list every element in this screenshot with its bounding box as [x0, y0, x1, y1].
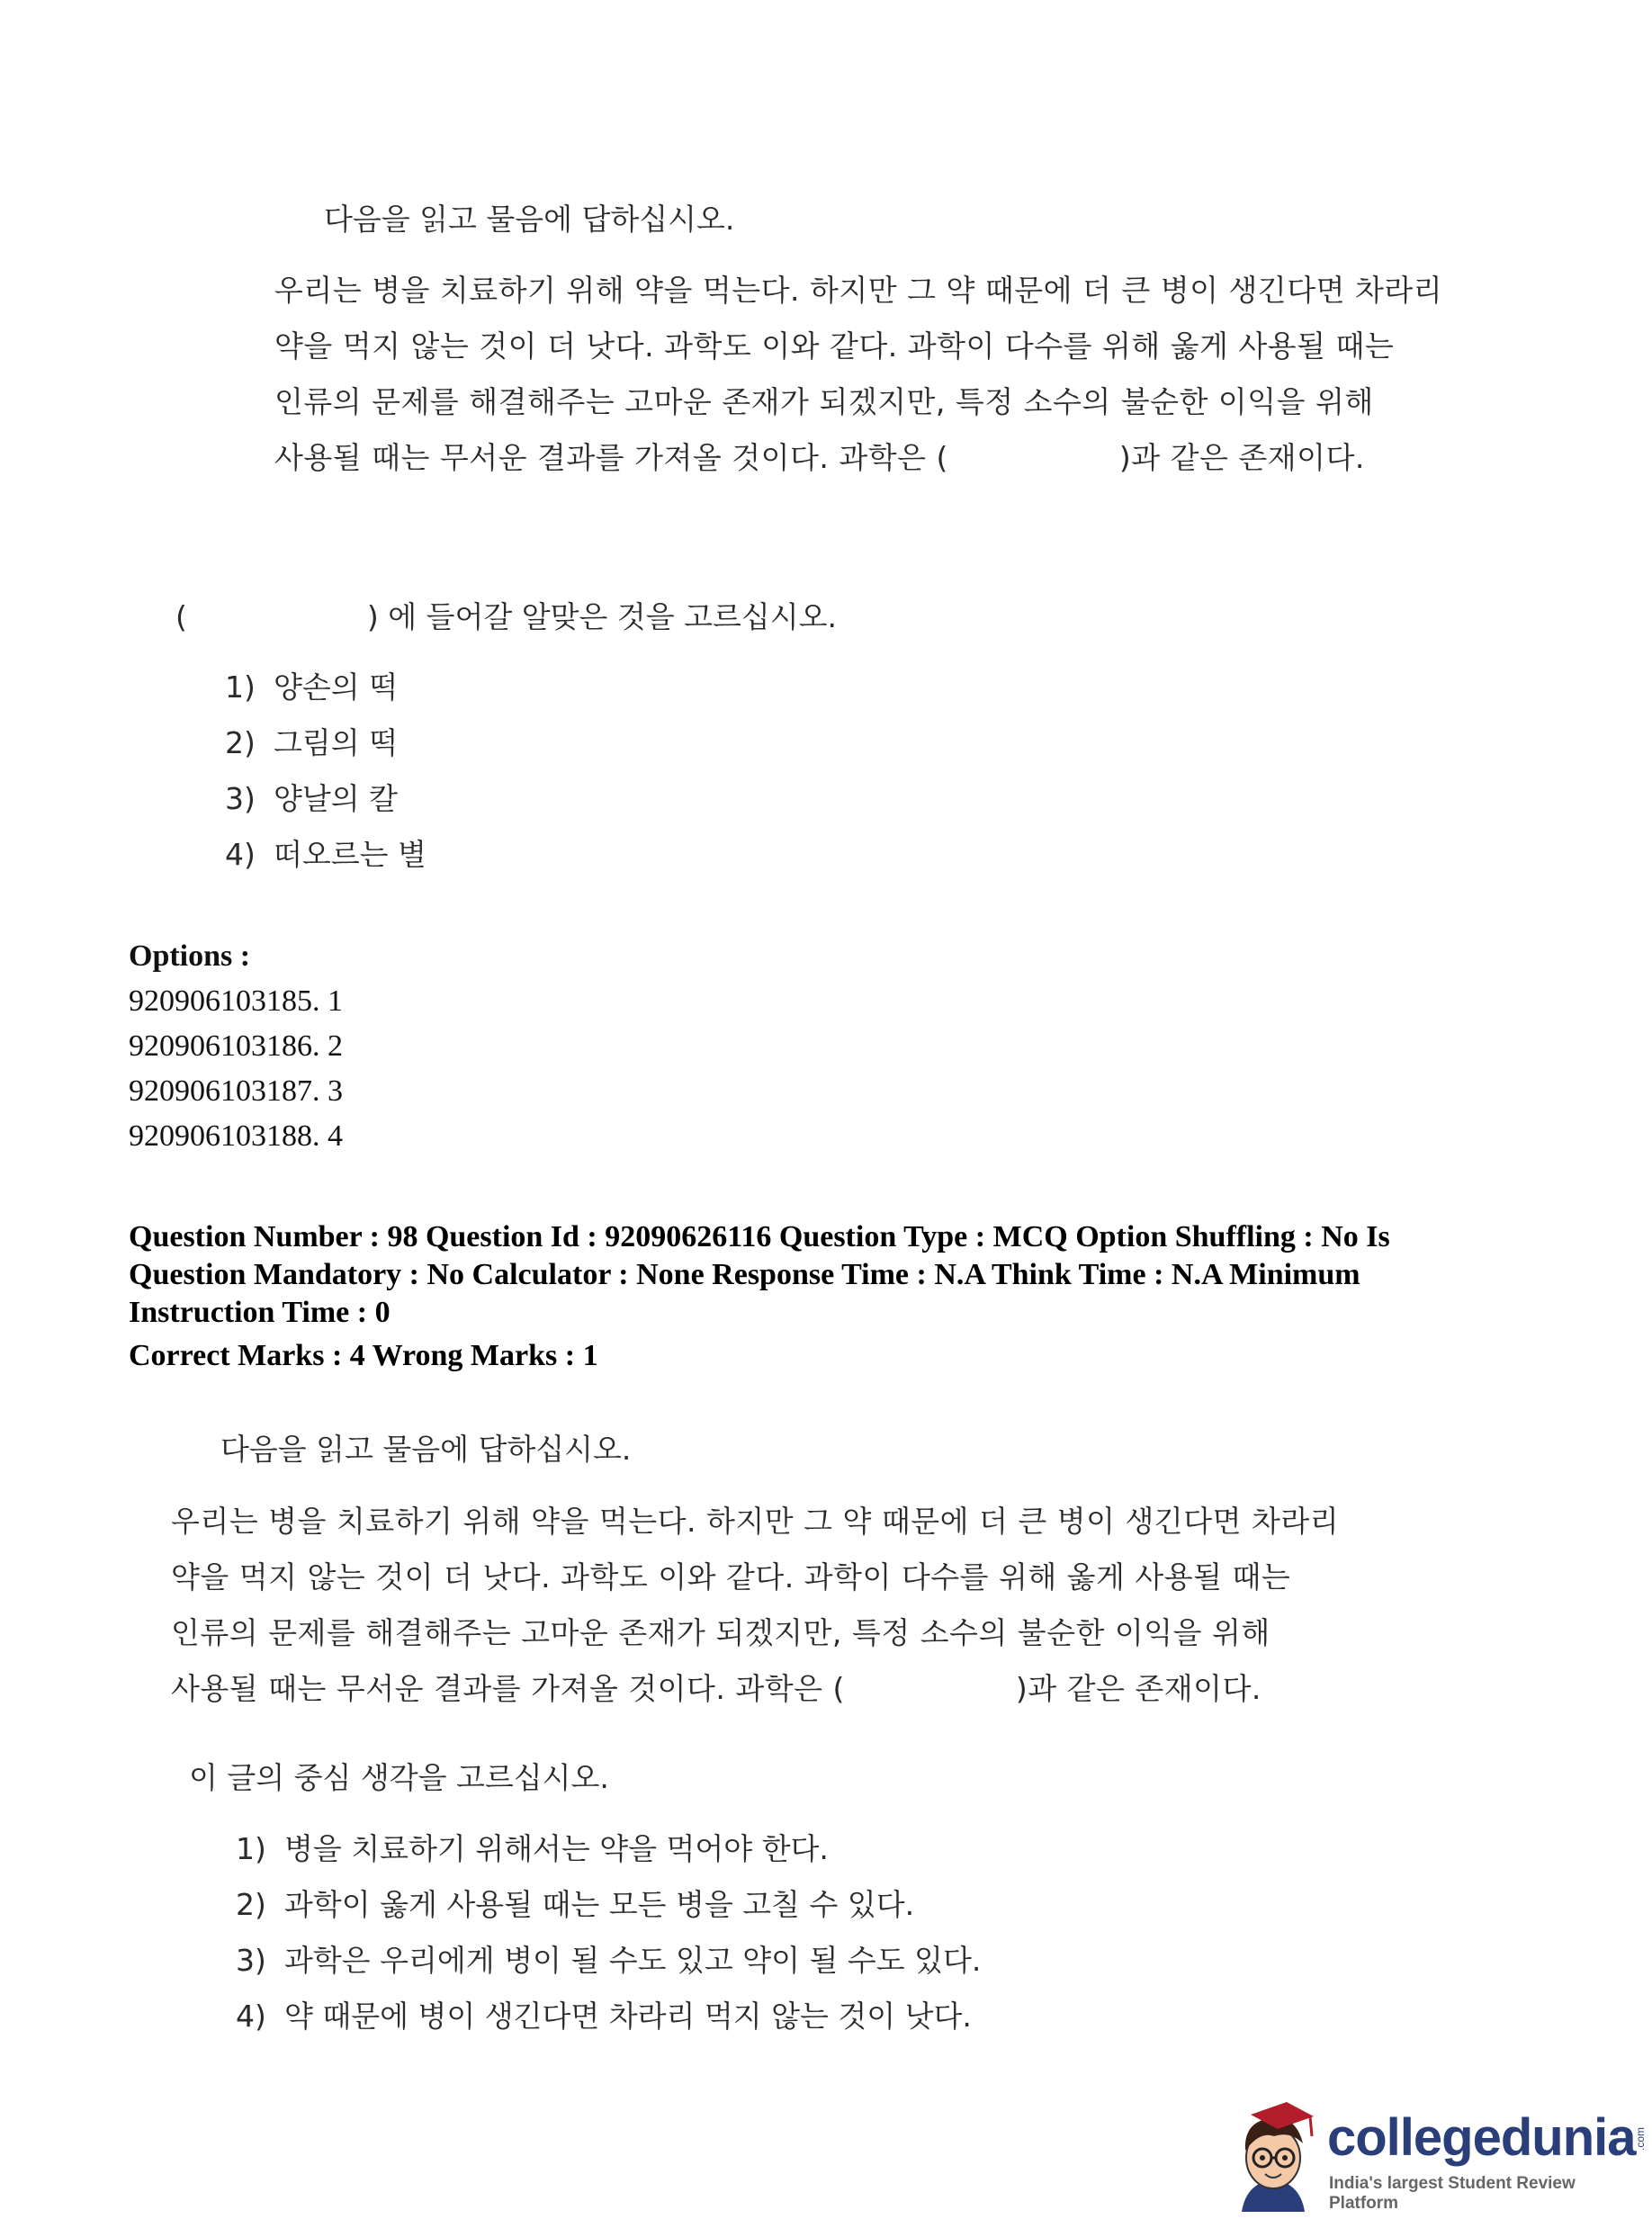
q1-choice: 4) 떠오르는 별 [225, 837, 426, 872]
q2-passage-line: 인류의 문제를 해결해주는 고마운 존재가 되겠지만, 특정 소수의 불순한 이익을 위해 [171, 1615, 1270, 1650]
option-id: 920906103186. 2 [129, 1029, 343, 1063]
option-id: 920906103188. 4 [129, 1119, 343, 1153]
q2-choice: 3) 과학은 우리에게 병이 될 수도 있고 약이 될 수도 있다. [236, 1943, 982, 1978]
collegedunia-logo[interactable] [1224, 2097, 1647, 2214]
q1-passage-line: 인류의 문제를 해결해주는 고마운 존재가 되겠지만, 특정 소수의 불순한 이익을 위해 [274, 384, 1374, 419]
student-mascot-icon [1224, 2097, 1323, 2214]
q2-choice: 4) 약 때문에 병이 생긴다면 차라리 먹지 않는 것이 낫다. [236, 1999, 972, 2034]
q2-passage-before-blank: 사용될 때는 무서운 결과를 가져올 것이다. 과학은 ( [171, 1671, 845, 1706]
meta-line: Question Number : 98 Question Id : 92090626116 Question Type : MCQ Option Shuffling : No Is [129, 1220, 1390, 1253]
q1-question-text: ) 에 들어갈 알맞은 것을 고르십시오. [366, 599, 837, 634]
option-id: 920906103187. 3 [129, 1074, 343, 1108]
meta-line: Instruction Time : 0 [129, 1296, 391, 1329]
q2-passage-line: 약을 먹지 않는 것이 더 낫다. 과학도 이와 같다. 과학이 다수를 위해 옳게 사용될 때는 [171, 1559, 1291, 1595]
logo-tagline: India's largest Student Review Platform [1329, 2174, 1576, 2213]
q1-choice: 3) 양날의 칼 [225, 781, 399, 816]
q1-instruction: 다음을 읽고 물음에 답하십시오. [324, 202, 735, 237]
q1-choice: 2) 그림의 떡 [225, 725, 399, 760]
meta-line: Question Mandatory : No Calculator : None Response Time : N.A Think Time : N.A Minimum [129, 1258, 1360, 1291]
q2-question: 이 글의 중심 생각을 고르십시오. [189, 1760, 609, 1795]
logo-suffix: .com [1634, 2126, 1648, 2152]
question-meta [129, 1218, 1390, 1375]
q1-choice: 1) 양손의 떡 [225, 669, 399, 705]
options-block [129, 934, 343, 1159]
q1-choices [225, 660, 426, 883]
q2-passage [171, 1494, 1339, 1717]
q2-passage-line: 우리는 병을 치료하기 위해 약을 먹는다. 하지만 그 약 때문에 더 큰 병이 생긴다면 차라리 [171, 1504, 1340, 1539]
logo-wordmark: collegedunia [1327, 2108, 1636, 2167]
q2-passage-after-blank: )과 같은 존재이다. [1015, 1671, 1261, 1706]
q1-passage-after-blank: )과 같은 존재이다. [1118, 440, 1365, 475]
option-id: 920906103185. 1 [129, 984, 343, 1018]
q1-passage-line: 우리는 병을 치료하기 위해 약을 먹는다. 하지만 그 약 때문에 더 큰 병이 생긴다면 차라리 [274, 273, 1443, 308]
q2-choice: 1) 병을 치료하기 위해서는 약을 먹어야 한다. [236, 1831, 829, 1866]
q1-question [175, 594, 837, 636]
marks-line: Correct Marks : 4 Wrong Marks : 1 [129, 1339, 598, 1372]
q2-instruction: 다음을 읽고 물음에 답하십시오. [220, 1432, 632, 1467]
options-label: Options : [129, 939, 251, 973]
q2-passage-line-last [171, 1661, 1339, 1717]
q1-question-open: ( [175, 599, 187, 634]
q1-passage-before-blank: 사용될 때는 무서운 결과를 가져올 것이다. 과학은 ( [274, 440, 948, 475]
q1-passage-line: 약을 먹지 않는 것이 더 낫다. 과학도 이와 같다. 과학이 다수를 위해 옳게 사용될 때는 [274, 328, 1395, 364]
q2-choice: 2) 과학이 옳게 사용될 때는 모든 병을 고칠 수 있다. [236, 1887, 915, 1922]
q1-passage-line-last [274, 430, 1442, 486]
q2-choices [236, 1821, 981, 2044]
q1-passage [274, 263, 1442, 486]
